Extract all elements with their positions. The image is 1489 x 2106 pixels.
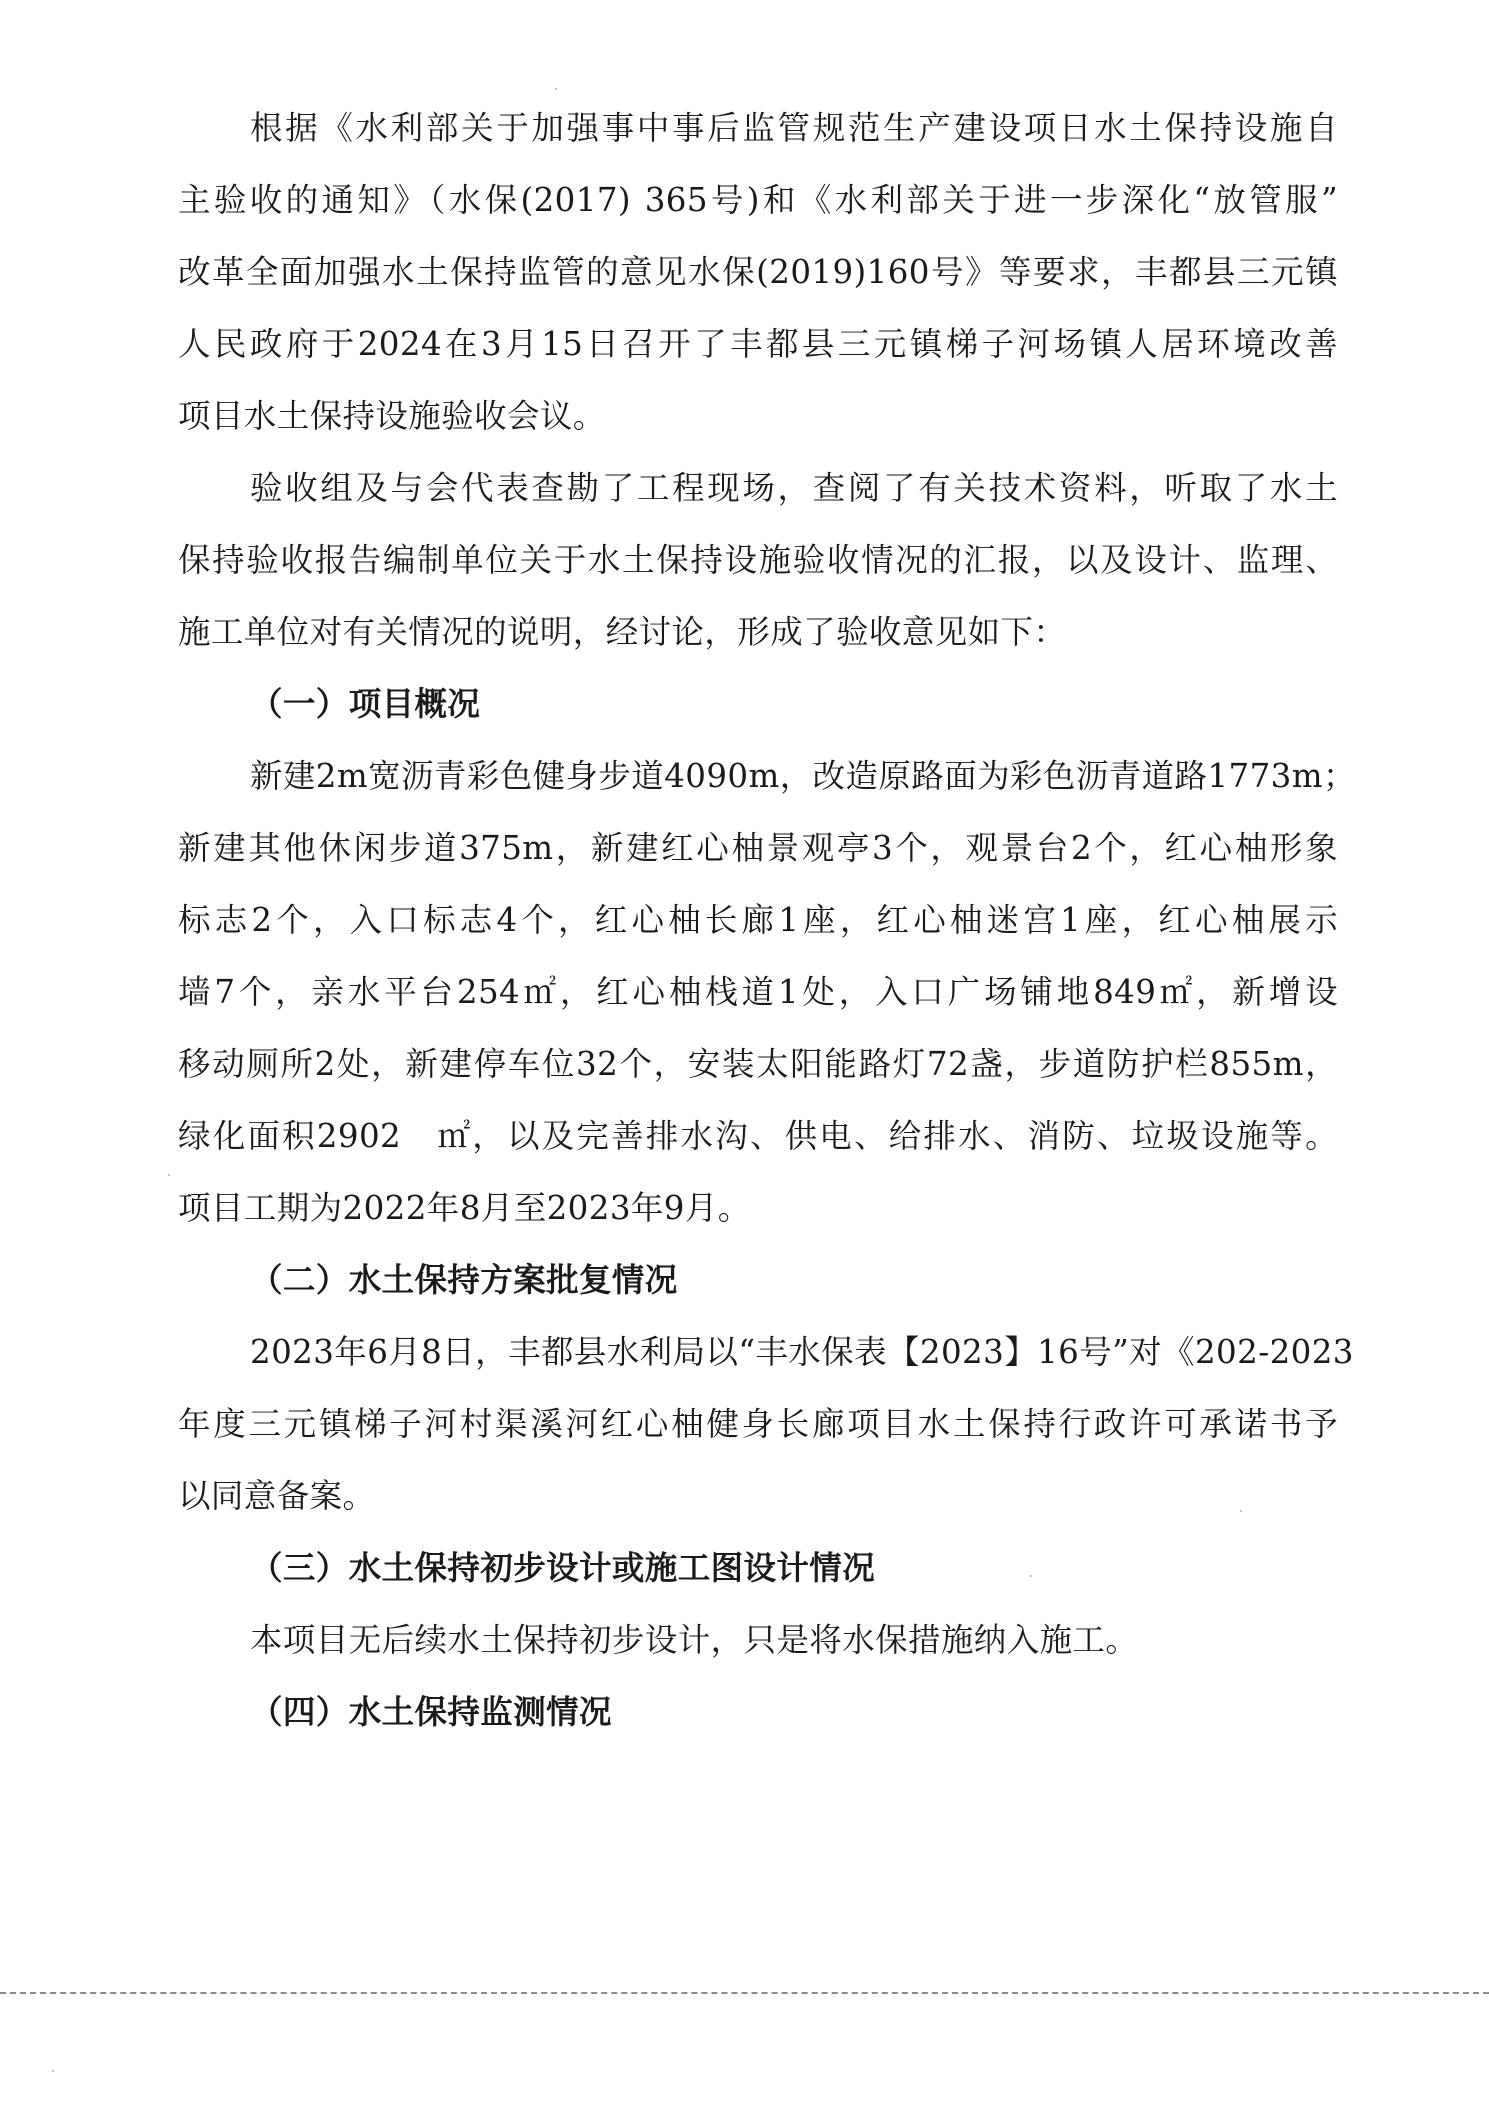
section-heading-project-overview: （一）项目概况 [250, 684, 481, 723]
text-line: 新建2m宽沥青彩色健身步道4090m，改造原路面为彩色沥青道路1773m； [250, 757, 1356, 795]
text-line: 墙7个，亲水平台254㎡，红心柚栈道1处，入口广场铺地849㎡，新增设 [178, 973, 1338, 1011]
scan-speck [1030, 1575, 1032, 1577]
text-line: 以同意备案。 [178, 1477, 376, 1515]
section-heading-monitoring: （四）水土保持监测情况 [250, 1692, 612, 1731]
text-line: 新建其他休闲步道375m，新建红心柚景观亭3个，观景台2个，红心柚形象 [178, 829, 1338, 867]
text-line: 绿化面积2902 ㎡，以及完善排水沟、供电、给排水、消防、垃圾设施等。 [178, 1117, 1338, 1155]
text-line: 项目水土保持设施验收会议。 [178, 397, 606, 435]
scan-speck [52, 2070, 54, 2072]
text-line: 年度三元镇梯子河村渠溪河红心柚健身长廊项目水土保持行政许可承诺书予 [178, 1405, 1338, 1443]
scan-dashed-rule [0, 1992, 1489, 1994]
text-line: 施工单位对有关情况的说明，经讨论，形成了验收意见如下： [178, 613, 1067, 651]
text-line: 改革全面加强水土保持监管的意见水保(2019)160号》等要求，丰都县三元镇 [178, 253, 1338, 291]
text-line: 人民政府于2024在3月15日召开了丰都县三元镇梯子河场镇人居环境改善 [178, 325, 1338, 363]
text-line: 2023年6月8日，丰都县水利局以“丰水保表【2023】16号”对《202-2023 [250, 1333, 1354, 1371]
scan-speck [1240, 1510, 1242, 1512]
text-line: 主验收的通知》（水保(2017) 365号)和《水利部关于进一步深化“放管服” [178, 181, 1338, 219]
text-line: 项目工期为2022年8月至2023年9月。 [178, 1189, 751, 1227]
scan-speck [555, 88, 557, 90]
text-line: 根据《水利部关于加强事中事后监管规范生产建设项日水土保持设施自 [250, 109, 1338, 147]
text-line: 移动厕所2处，新建停车位32个，安装太阳能路灯72盏，步道防护栏855m， [178, 1045, 1338, 1083]
text-line: 本项目无后续水土保持初步设计，只是将水保措施纳入施工。 [250, 1621, 1139, 1659]
scan-speck [168, 1174, 170, 1176]
text-line: 保持验收报告编制单位关于水土保持设施验收情况的汇报，以及设计、监理、 [178, 541, 1338, 579]
text-line: 标志2个，入口标志4个，红心柚长廊1座，红心柚迷宫1座，红心柚展示 [178, 901, 1338, 939]
text-line: 验收组及与会代表查勘了工程现场，查阅了有关技术资料，听取了水土 [250, 469, 1338, 507]
section-heading-plan-approval: （二）水土保持方案批复情况 [250, 1260, 678, 1299]
section-heading-preliminary-design: （三）水土保持初步设计或施工图设计情况 [250, 1548, 876, 1587]
